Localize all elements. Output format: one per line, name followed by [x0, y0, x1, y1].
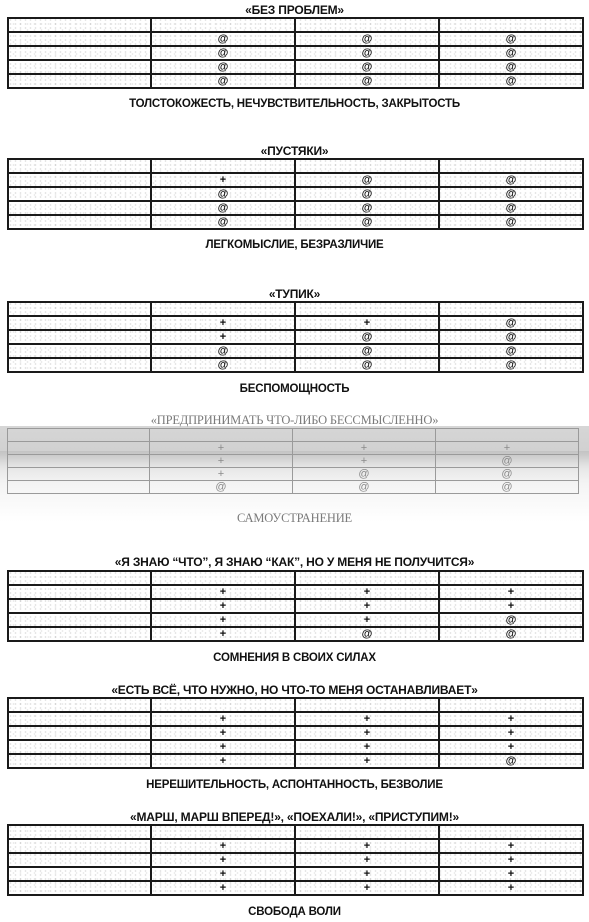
table-row: [8, 853, 583, 867]
table-cell: @: [295, 358, 439, 372]
table-cell: +: [151, 881, 295, 895]
block-caption: НЕРЕШИТЕЛЬНОСТЬ, АСПОНТАННОСТЬ, БЕЗВОЛИЕ: [146, 779, 443, 791]
table-cell: +: [150, 455, 293, 468]
table-cell: [8, 344, 151, 358]
table-cell: [8, 215, 151, 229]
marks-table: [7, 17, 584, 89]
table-cell: [439, 571, 583, 585]
table-cell: @: [295, 215, 439, 229]
table-cell: [439, 302, 583, 316]
table-cell: @: [439, 316, 583, 330]
table-row: [8, 613, 583, 627]
table-cell: +: [295, 712, 439, 726]
table-row: [8, 740, 583, 754]
table-cell: [8, 585, 151, 599]
block-caption: СОМНЕНИЯ В СВОИХ СИЛАХ: [213, 652, 376, 664]
table-cell: [8, 839, 151, 853]
table-cell: [295, 302, 439, 316]
block-title: «ПУСТЯКИ»: [260, 144, 329, 158]
table-cell: +: [439, 839, 583, 853]
table-row: [8, 46, 583, 60]
marks-table: [7, 570, 584, 642]
table-cell: [439, 18, 583, 32]
block-caption: БЕСПОМОЩНОСТЬ: [239, 383, 350, 395]
table-cell: +: [295, 867, 439, 881]
table-cell: +: [295, 839, 439, 853]
table-cell: +: [293, 442, 436, 455]
table-cell: @: [151, 215, 295, 229]
table-cell: [8, 159, 151, 173]
marks-table: [7, 301, 584, 373]
table-cell: +: [295, 613, 439, 627]
table-row: [8, 32, 583, 46]
table-cell: [8, 32, 151, 46]
table-cell: +: [439, 867, 583, 881]
table-cell: [151, 302, 295, 316]
table-cell: @: [151, 46, 295, 60]
table-cell: +: [439, 585, 583, 599]
table-cell: @: [439, 173, 583, 187]
table-cell: [151, 18, 295, 32]
table-row: [8, 726, 583, 740]
table-cell: @: [436, 455, 579, 468]
table-cell: +: [151, 599, 295, 613]
table-cell: @: [439, 215, 583, 229]
table-cell: +: [295, 585, 439, 599]
block-caption: СВОБОДА ВОЛИ: [248, 906, 341, 918]
table-row: [8, 599, 583, 613]
table-row: [8, 344, 583, 358]
table-row: [8, 881, 583, 895]
table-cell: [8, 187, 151, 201]
table-cell: +: [151, 839, 295, 853]
marks-table: [7, 697, 584, 769]
block-caption: ЛЕГКОМЫСЛИЕ, БЕЗРАЗЛИЧИЕ: [205, 239, 384, 251]
table-row: [8, 60, 583, 74]
table-cell: [8, 754, 151, 768]
table-cell: +: [295, 599, 439, 613]
table-row: [8, 627, 583, 641]
table-cell: +: [295, 754, 439, 768]
table-row: [8, 187, 583, 201]
table-cell: @: [150, 481, 293, 494]
table-cell: [8, 18, 151, 32]
table-cell: [295, 825, 439, 839]
table-row: [8, 358, 583, 372]
table-row: [8, 585, 583, 599]
table-cell: [8, 853, 151, 867]
table-cell: +: [439, 881, 583, 895]
table-row: [8, 442, 579, 455]
table-cell: @: [295, 74, 439, 88]
table-cell: [295, 159, 439, 173]
table-cell: +: [150, 468, 293, 481]
table-cell: @: [151, 201, 295, 215]
table-cell: @: [439, 358, 583, 372]
table-cell: +: [151, 726, 295, 740]
table-row: [8, 302, 583, 316]
table-row: [8, 18, 583, 32]
table-cell: @: [439, 74, 583, 88]
table-cell: [8, 740, 151, 754]
table-cell: @: [439, 46, 583, 60]
table-cell: +: [436, 442, 579, 455]
table-row: [8, 867, 583, 881]
table-cell: +: [295, 316, 439, 330]
table-cell: @: [439, 187, 583, 201]
table-cell: +: [151, 740, 295, 754]
table-cell: @: [151, 74, 295, 88]
table-row: [8, 316, 583, 330]
table-cell: +: [439, 740, 583, 754]
table-cell: [151, 825, 295, 839]
table-row: [8, 215, 583, 229]
table-cell: @: [151, 32, 295, 46]
table-cell: [8, 698, 151, 712]
table-cell: [151, 698, 295, 712]
table-cell: [8, 358, 151, 372]
table-cell: [8, 599, 151, 613]
table-cell: @: [295, 32, 439, 46]
block-title: «МАРШ, МАРШ ВПЕРЕД!», «ПОЕХАЛИ!», «ПРИСТУПИМ!»: [130, 810, 459, 824]
table-cell: +: [151, 853, 295, 867]
table-cell: @: [439, 613, 583, 627]
block-title: «ПРЕДПРИНИМАТЬ ЧТО-ЛИБО БЕССМЫСЛЕННО»: [150, 413, 439, 427]
table-cell: @: [439, 32, 583, 46]
table-cell: @: [439, 330, 583, 344]
table-cell: @: [436, 468, 579, 481]
table-cell: [8, 726, 151, 740]
table-row: [8, 571, 583, 585]
table-cell: +: [439, 712, 583, 726]
table-cell: +: [151, 173, 295, 187]
block-title: «ЕСТЬ ВСЁ, ЧТО НУЖНО, НО ЧТО-ТО МЕНЯ ОСТАНАВЛИВАЕТ»: [111, 683, 478, 697]
table-cell: [8, 201, 151, 215]
block-title: «БЕЗ ПРОБЛЕМ»: [245, 3, 344, 17]
block-title: «ТУПИК»: [268, 287, 321, 301]
table-cell: @: [151, 187, 295, 201]
table-row: [8, 712, 583, 726]
table-cell: [8, 302, 151, 316]
table-cell: +: [439, 726, 583, 740]
table-cell: [151, 571, 295, 585]
block-caption: ТОЛСТОКОЖЕСТЬ, НЕЧУВСТВИТЕЛЬНОСТЬ, ЗАКРЫТОСТЬ: [129, 98, 460, 110]
table-cell: [8, 825, 151, 839]
table-row: [8, 330, 583, 344]
table-cell: [8, 316, 151, 330]
marks-table: [7, 824, 584, 896]
table-cell: [8, 455, 150, 468]
table-cell: @: [436, 481, 579, 494]
table-cell: [293, 429, 436, 442]
table-cell: @: [295, 173, 439, 187]
table-cell: +: [295, 881, 439, 895]
table-cell: @: [439, 344, 583, 358]
table-cell: [8, 867, 151, 881]
table-row: [8, 74, 583, 88]
table-cell: @: [295, 60, 439, 74]
table-row: [8, 698, 583, 712]
table-cell: [151, 159, 295, 173]
table-cell: +: [151, 316, 295, 330]
table-cell: [8, 712, 151, 726]
table-cell: @: [295, 627, 439, 641]
table-row: [8, 201, 583, 215]
table-cell: [439, 159, 583, 173]
table-row: [8, 481, 579, 494]
table-cell: @: [293, 481, 436, 494]
table-cell: +: [151, 613, 295, 627]
table-cell: +: [293, 455, 436, 468]
table-row: [8, 173, 583, 187]
block-title: «Я ЗНАЮ “ЧТО”, Я ЗНАЮ “КАК”, НО У МЕНЯ НЕ ПОЛУЧИТСЯ»: [114, 555, 475, 569]
table-cell: +: [151, 712, 295, 726]
table-cell: [8, 613, 151, 627]
table-cell: [439, 825, 583, 839]
table-cell: [8, 429, 150, 442]
table-cell: [8, 468, 150, 481]
table-cell: @: [295, 330, 439, 344]
table-cell: [8, 571, 151, 585]
table-cell: [8, 74, 151, 88]
table-cell: [8, 46, 151, 60]
table-cell: +: [295, 740, 439, 754]
table-cell: +: [150, 442, 293, 455]
table-cell: +: [151, 585, 295, 599]
block-caption: САМОУСТРАНЕНИЕ: [237, 511, 352, 525]
table-cell: +: [151, 754, 295, 768]
table-cell: @: [295, 46, 439, 60]
table-cell: +: [151, 867, 295, 881]
marks-table: [7, 158, 584, 230]
table-cell: [8, 330, 151, 344]
table-cell: @: [151, 60, 295, 74]
table-cell: @: [439, 627, 583, 641]
table-cell: @: [439, 60, 583, 74]
table-cell: @: [151, 344, 295, 358]
table-cell: [8, 881, 151, 895]
table-row: [8, 468, 579, 481]
table-cell: [295, 698, 439, 712]
table-cell: @: [295, 187, 439, 201]
table-cell: [8, 173, 151, 187]
table-cell: +: [439, 853, 583, 867]
table-cell: [8, 60, 151, 74]
table-row: [8, 754, 583, 768]
table-cell: +: [439, 599, 583, 613]
table-row: [8, 839, 583, 853]
table-cell: @: [439, 754, 583, 768]
table-cell: @: [295, 344, 439, 358]
table-row: [8, 159, 583, 173]
marks-table: [7, 428, 579, 494]
table-cell: +: [151, 330, 295, 344]
table-cell: [8, 442, 150, 455]
table-cell: @: [151, 358, 295, 372]
table-cell: [439, 698, 583, 712]
table-cell: +: [151, 627, 295, 641]
table-cell: +: [295, 726, 439, 740]
table-cell: @: [293, 468, 436, 481]
table-cell: +: [295, 853, 439, 867]
table-cell: [8, 481, 150, 494]
table-cell: @: [295, 201, 439, 215]
table-cell: [8, 627, 151, 641]
table-row: [8, 825, 583, 839]
table-row: [8, 455, 579, 468]
table-cell: [295, 571, 439, 585]
table-cell: @: [439, 201, 583, 215]
table-cell: [150, 429, 293, 442]
table-cell: [295, 18, 439, 32]
table-cell: [436, 429, 579, 442]
table-row: [8, 429, 579, 442]
